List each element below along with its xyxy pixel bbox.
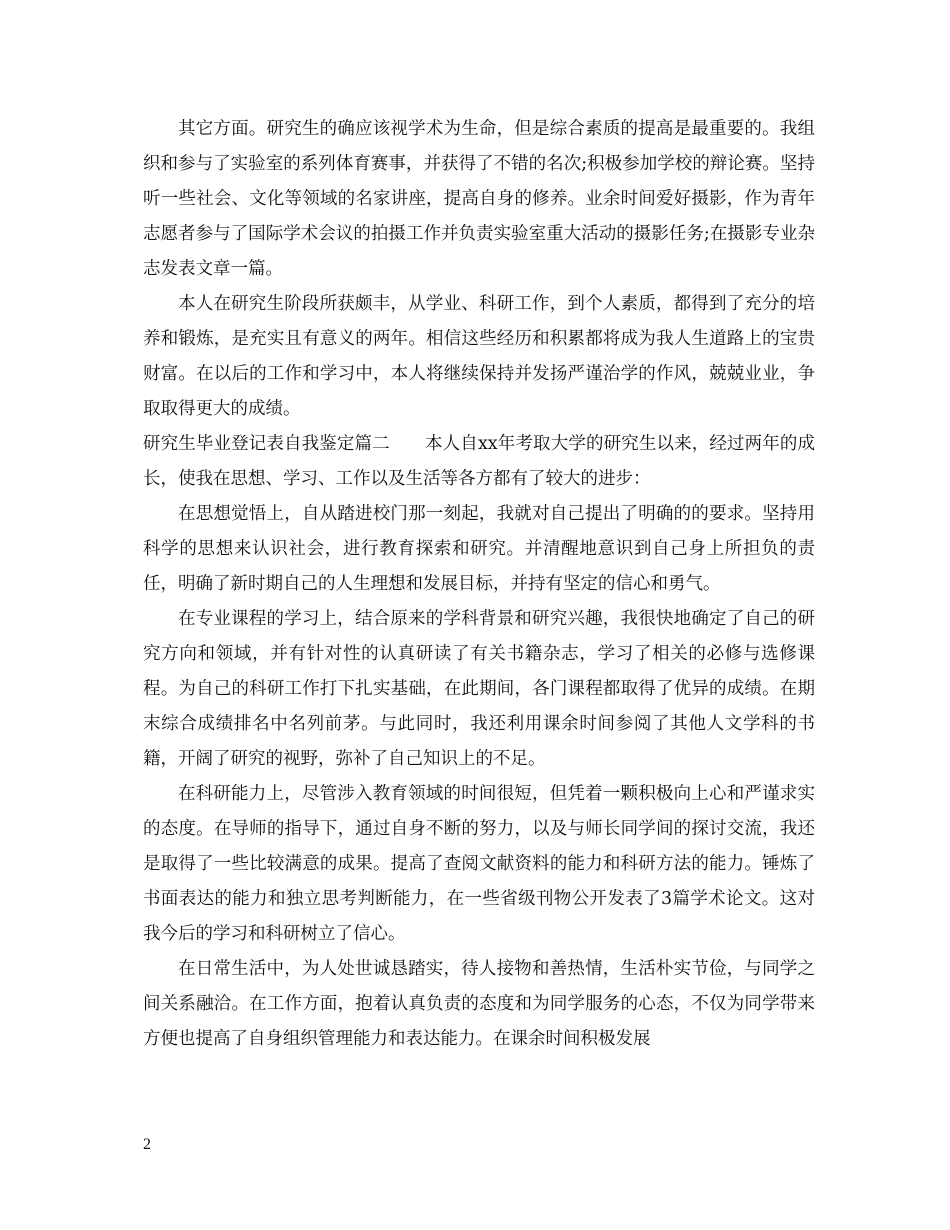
paragraph-other-aspects: 其它方面。研究生的确应该视学术为生命，但是综合素质的提高是最重要的。我组织和参与了实验室的系列体育赛事，并获得了不错的名次;积极参加学校的辩论赛。坚持听一些社会、文化等领域的名家讲座，提高自身的修养。业余时间爱好摄影，作为青年志愿者参与了国际学术会议的拍摄工作并负责实验室重大活动的摄影任务;在摄影专业杂志发表文章一篇。 — [143, 119, 815, 279]
paragraph-research: 在科研能力上，尽管涉入教育领域的时间很短，但凭着一颗积极向上心和严谨求实的态度。在导师的指导下，通过自身不断的努力，以及与师长同学间的探讨交流，我还是取得了一些比较满意的成果。提高了查阅文献资料的能力和科研方法的能力。锤炼了书面表达的能力和独立思考判断能力，在一些省级刊物公开发表了3篇学术论文。这对我今后的学习和科研树立了信心。 — [143, 784, 815, 944]
paragraph-daily-life: 在日常生活中，为人处世诚恳踏实，待人接物和善热情，生活朴实节俭，与同学之间关系融洽。在工作方面，抱着认真负责的态度和为同学服务的心态，不仅为同学带来方便也提高了自身组织管理能力和表达能力。在课余时间积极发展 — [143, 959, 815, 1049]
paragraph-summary: 本人在研究生阶段所获颇丰，从学业、科研工作，到个人素质，都得到了充分的培养和锻炼，是充实且有意义的两年。相信这些经历和积累都将成为我人生道路上的宝贵财富。在以后的工作和学习中，本人将继续保持并发扬严谨治学的作风，兢兢业业，争取取得更大的成绩。 — [143, 294, 815, 419]
paragraph-ideology: 在思想觉悟上，自从踏进校门那一刻起，我就对自己提出了明确的的要求。坚持用科学的思想来认识社会，进行教育探索和研究。并清醒地意识到自己身上所担负的责任，明确了新时期自己的人生理想和发展目标，并持有坚定的信心和勇气。 — [143, 504, 815, 594]
paragraph-coursework: 在专业课程的学习上，结合原来的学科背景和研究兴趣，我很快地确定了自己的研究方向和领域，并有针对性的认真研读了有关书籍杂志，学习了相关的必修与选修课程。为自己的科研工作打下扎实基础，在此期间，各门课程都取得了优异的成绩。在期末综合成绩排名中名列前茅。与此同时，我还利用课余时间参阅了其他人文学科的书籍，开阔了研究的视野，弥补了自己知识上的不足。 — [143, 609, 815, 769]
paragraph-section-two-intro: 研究生毕业登记表自我鉴定篇二 本人自xx年考取大学的研究生以来，经过两年的成长，使我在思想、学习、工作以及生活等各方都有了较大的进步： — [143, 434, 815, 489]
page-number: 2 — [143, 1136, 151, 1153]
document-body — [143, 112, 815, 1057]
